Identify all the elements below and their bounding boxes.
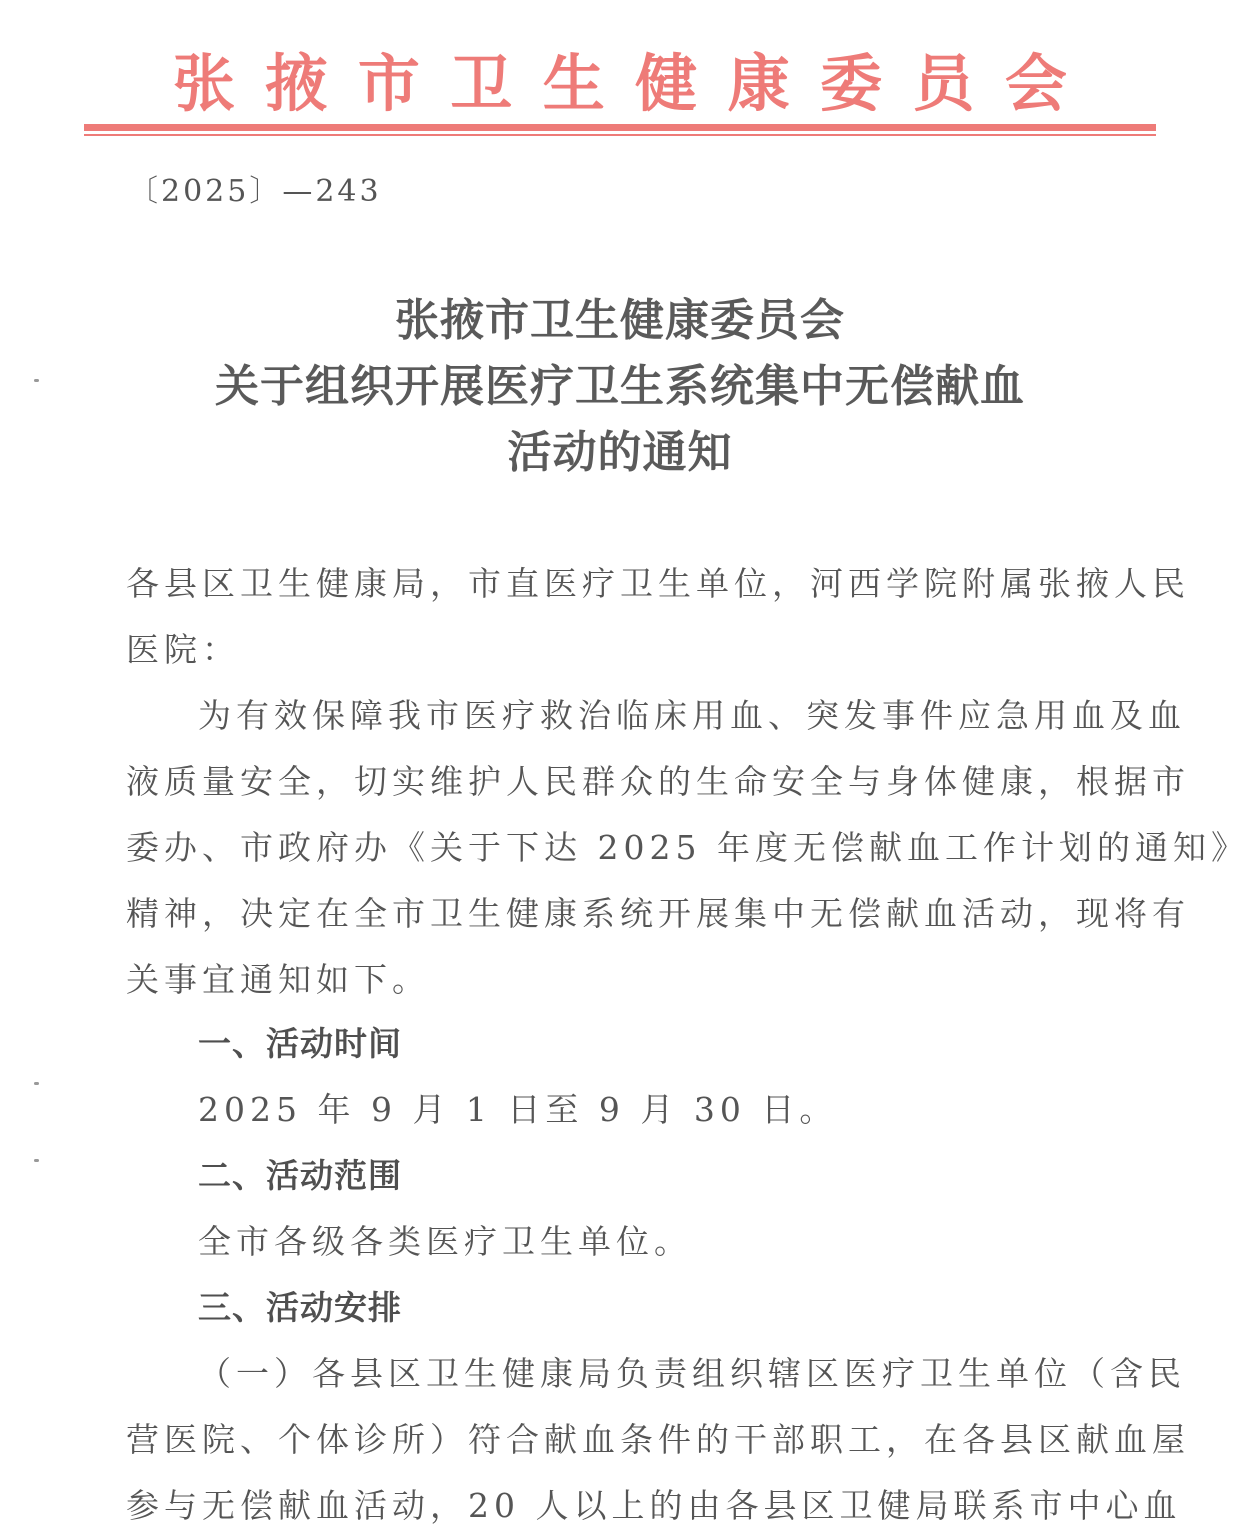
paragraph-line: （一）各县区卫生健康局负责组织辖区医疗卫生单位（含民 bbox=[198, 1354, 1186, 1393]
title-line-1: 张掖市卫生健康委员会 bbox=[395, 295, 845, 346]
masthead-rule-thin bbox=[84, 134, 1156, 136]
paragraph-line: 精神，决定在全市卫生健康系统开展集中无偿献血活动，现将有 bbox=[126, 894, 1190, 933]
title-line-2: 关于组织开展医疗卫生系统集中无偿献血 bbox=[215, 361, 1025, 412]
scan-speck bbox=[34, 1159, 39, 1162]
masthead-char: 委 bbox=[820, 46, 883, 120]
paragraph-line: 关事宜通知如下。 bbox=[126, 960, 430, 999]
section-heading: 一、活动时间 bbox=[198, 1024, 402, 1063]
scan-speck bbox=[34, 379, 39, 382]
document-number: 〔2025〕—243 bbox=[128, 174, 382, 209]
masthead-char: 员 bbox=[912, 46, 975, 120]
addressee-line: 各县区卫生健康局，市直医疗卫生单位，河西学院附属张掖人民 bbox=[126, 564, 1190, 603]
title-line-3: 活动的通知 bbox=[507, 427, 733, 478]
masthead-char: 健 bbox=[635, 46, 698, 120]
paragraph-line: 为有效保障我市医疗救治临床用血、突发事件应急用血及血 bbox=[198, 696, 1186, 735]
scan-speck bbox=[34, 1082, 39, 1085]
section-heading: 二、活动范围 bbox=[198, 1156, 402, 1195]
masthead bbox=[170, 38, 1070, 118]
masthead-char: 生 bbox=[542, 46, 605, 120]
masthead-char: 卫 bbox=[450, 46, 513, 120]
masthead-char: 张 bbox=[172, 46, 235, 120]
paragraph-line: 全市各级各类医疗卫生单位。 bbox=[198, 1222, 692, 1261]
section-heading: 三、活动安排 bbox=[198, 1288, 402, 1327]
paragraph-line: 参与无偿献血活动，20 人以上的由各县区卫健局联系市中心血 bbox=[126, 1486, 1182, 1525]
masthead-char: 市 bbox=[357, 46, 420, 120]
paragraph-line: 2025 年 9 月 1 日至 9 月 30 日。 bbox=[198, 1090, 838, 1129]
paragraph-line: 液质量安全，切实维护人民群众的生命安全与身体健康，根据市 bbox=[126, 762, 1190, 801]
masthead-rule-thick bbox=[84, 124, 1156, 131]
masthead-char: 康 bbox=[727, 46, 790, 120]
masthead-char: 会 bbox=[1004, 46, 1067, 120]
masthead-char: 掖 bbox=[265, 46, 328, 120]
paragraph-line: 营医院、个体诊所）符合献血条件的干部职工，在各县区献血屋 bbox=[126, 1420, 1190, 1459]
addressee-line: 医院： bbox=[126, 630, 240, 669]
paragraph-line: 委办、市政府办《关于下达 2025 年度无偿献血工作计划的通知》 bbox=[126, 828, 1249, 867]
